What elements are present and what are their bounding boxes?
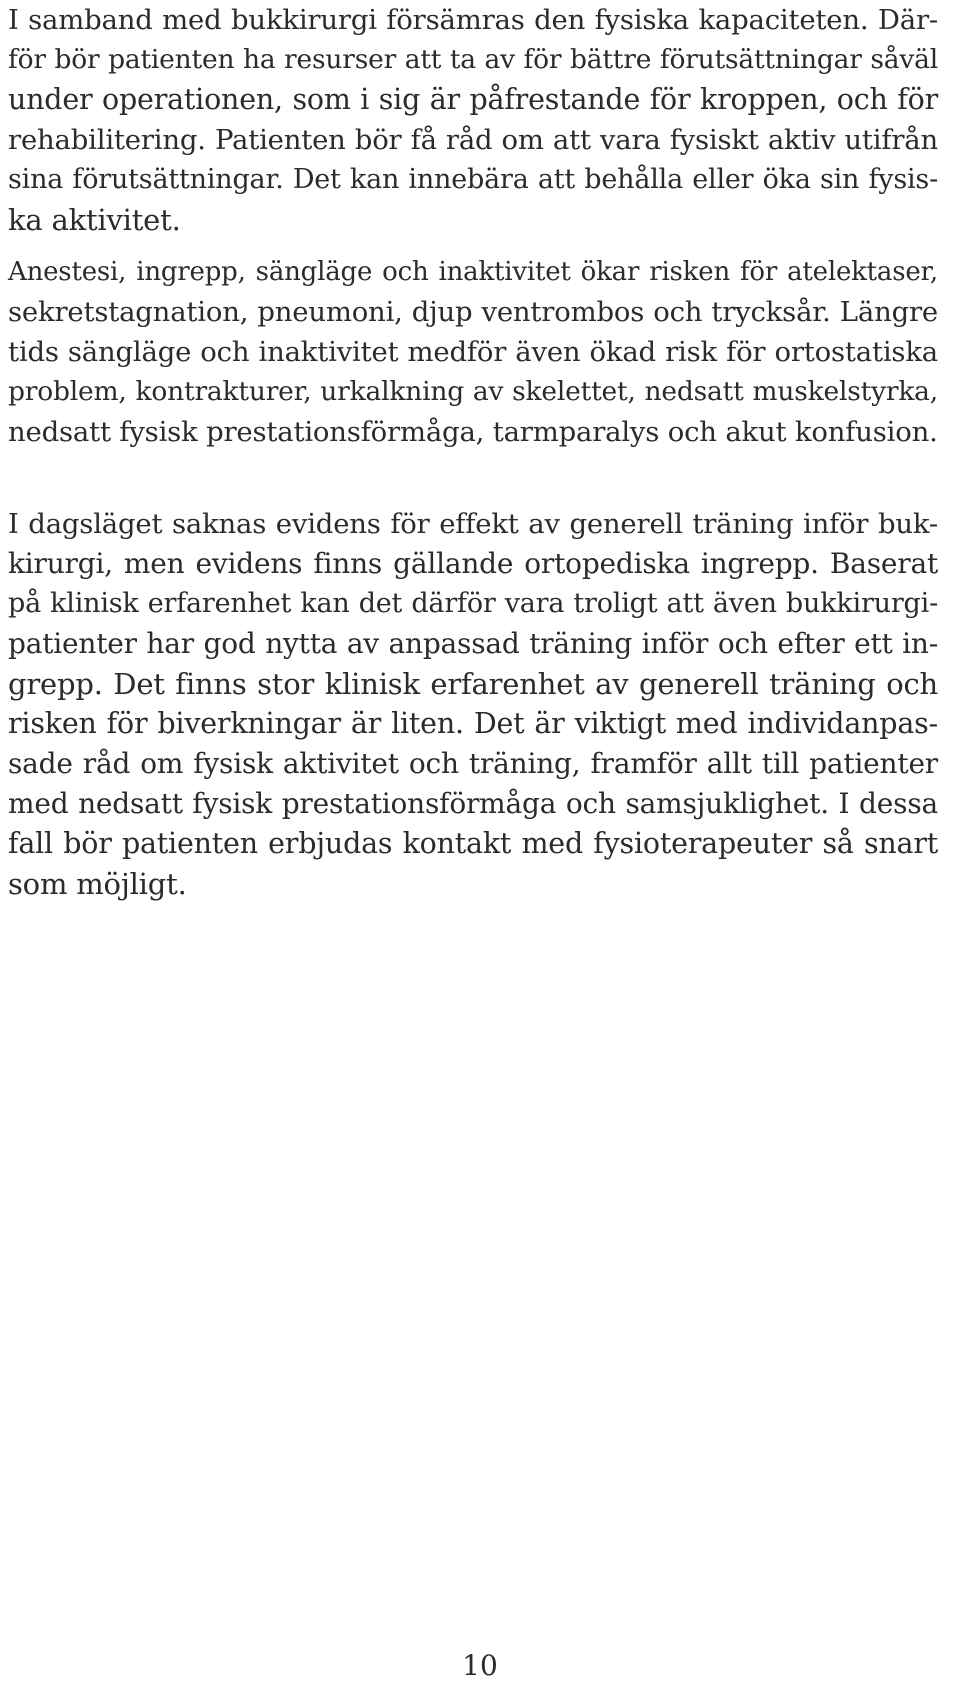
page-number: 10 [462, 1649, 498, 1682]
text-line: rehabilitering. Patienten bör få råd om att vara fysiskt aktiv utifrån [8, 124, 938, 156]
text-line: problem, kontrakturer, urkalkning av skelettet, nedsatt muskelstyrka, [8, 376, 938, 407]
text-line: I dagsläget saknas evidens för effekt av generell träning inför buk- [8, 508, 938, 540]
text-line: tids sängläge och inaktivitet medför även ökad risk för ortostatiska [8, 336, 938, 368]
text-line: patienter har god nytta av anpassad träning inför och efter ett in- [8, 627, 938, 660]
document-page [8, 0, 938, 1707]
text-line: kirurgi, men evidens finns gällande ortopediska ingrepp. Baserat [8, 547, 938, 580]
text-line: Anestesi, ingrepp, sängläge och inaktivitet ökar risken för atelektaser, [8, 257, 938, 287]
paragraph-1 [8, 0, 938, 240]
text-line: under operationen, som i sig är påfrestande för kroppen, och för [8, 83, 938, 116]
text-line: risken för biverkningar är liten. Det är viktigt med individanpas- [8, 707, 938, 740]
text-line: ka aktivitet. [8, 203, 181, 237]
text-line: fall bör patienten erbjudas kontakt med fysioterapeuter så snart [8, 827, 938, 860]
text-line: sade råd om fysisk aktivitet och träning, framför allt till patienter [8, 747, 938, 780]
text-line: med nedsatt fysisk prestationsförmåga och samsjuklighet. I dessa [8, 787, 938, 820]
text-line: som möjligt. [8, 867, 187, 901]
paragraph-2 [8, 252, 938, 452]
text-line: grepp. Det finns stor klinisk erfarenhet av generell träning och [8, 667, 938, 701]
text-line: I samband med bukkirurgi försämras den fysiska kapaciteten. Där- [8, 4, 938, 36]
text-line: sina förutsättningar. Det kan innebära att behålla eller öka sin fysis- [8, 164, 938, 195]
text-line: för bör patienten ha resurser att ta av för bättre förutsättningar såväl [8, 44, 938, 75]
text-line: sekretstagnation, pneumoni, djup ventrombos och trycksår. Längre [8, 296, 938, 328]
text-line: på klinisk erfarenhet kan det därför vara troligt att även bukkirurgi- [8, 588, 938, 619]
paragraph-3 [8, 504, 938, 904]
text-line: nedsatt fysisk prestationsförmåga, tarmparalys och akut konfusion. [8, 416, 938, 448]
